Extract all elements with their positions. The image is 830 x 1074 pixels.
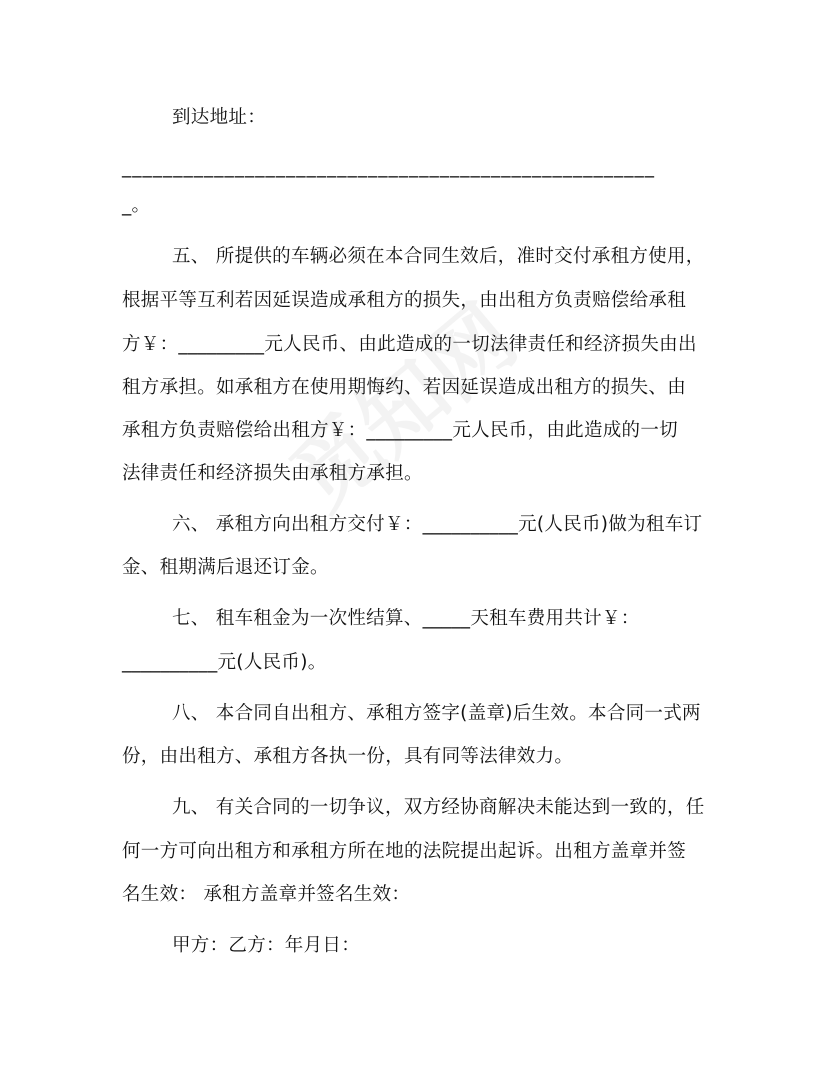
clause-5-line-4: 租方承担。如承租方在使用期悔约、若因延误造成出租方的损失、由 [122, 377, 687, 398]
clause-7-line-2: __________元(人民币)。 [122, 652, 327, 673]
clause-5-line-6: 法律责任和经济损失由承租方承担。 [122, 463, 423, 484]
clause-5-line-3: 方￥：_________元人民币、由此造成的一切法律责任和经济损失由出 [122, 334, 697, 355]
clause-6-line-1: 六、 承租方向出租方交付￥：__________元(人民币)做为租车订 [172, 514, 703, 535]
clause-8-line-1: 八、 本合同自出租方、承租方签字(盖章)后生效。本合同一式两 [172, 703, 701, 724]
clause-9-line-2: 何一方可向出租方和承租方所在地的法院提出起诉。出租方盖章并签 [122, 841, 687, 862]
clause-9-line-1: 九、 有关合同的一切争议，双方经协商解决未能达到一致的，任 [172, 797, 705, 818]
arrival-address-label: 到达地址： [172, 107, 267, 128]
clause-6-line-2: 金、租期满后退还订金。 [122, 557, 329, 578]
blank-line: ____________________________________________________ [122, 157, 655, 178]
signature-line: 甲方：乙方：年月日： [172, 935, 361, 956]
clause-5-line-1: 五、 所提供的车辆必须在本合同生效后，准时交付承租方使用， [172, 246, 705, 267]
clause-7-line-1: 七、 租车租金为一次性结算、_____天租车费用共计￥： [172, 608, 640, 629]
clause-9-line-3: 名生效： 承租方盖章并签名生效： [122, 884, 411, 905]
clause-5-line-2: 根据平等互利若因延误造成承租方的损失，由出租方负责赔偿给承租 [122, 290, 687, 311]
clause-5-line-5: 承租方负责赔偿给出租方￥：_________元人民币，由此造成的一切 [122, 420, 678, 441]
clause-8-line-2: 份，由出租方、承租方各执一份，具有同等法律效力。 [122, 746, 574, 767]
blank-line-end: _。 [122, 195, 151, 216]
